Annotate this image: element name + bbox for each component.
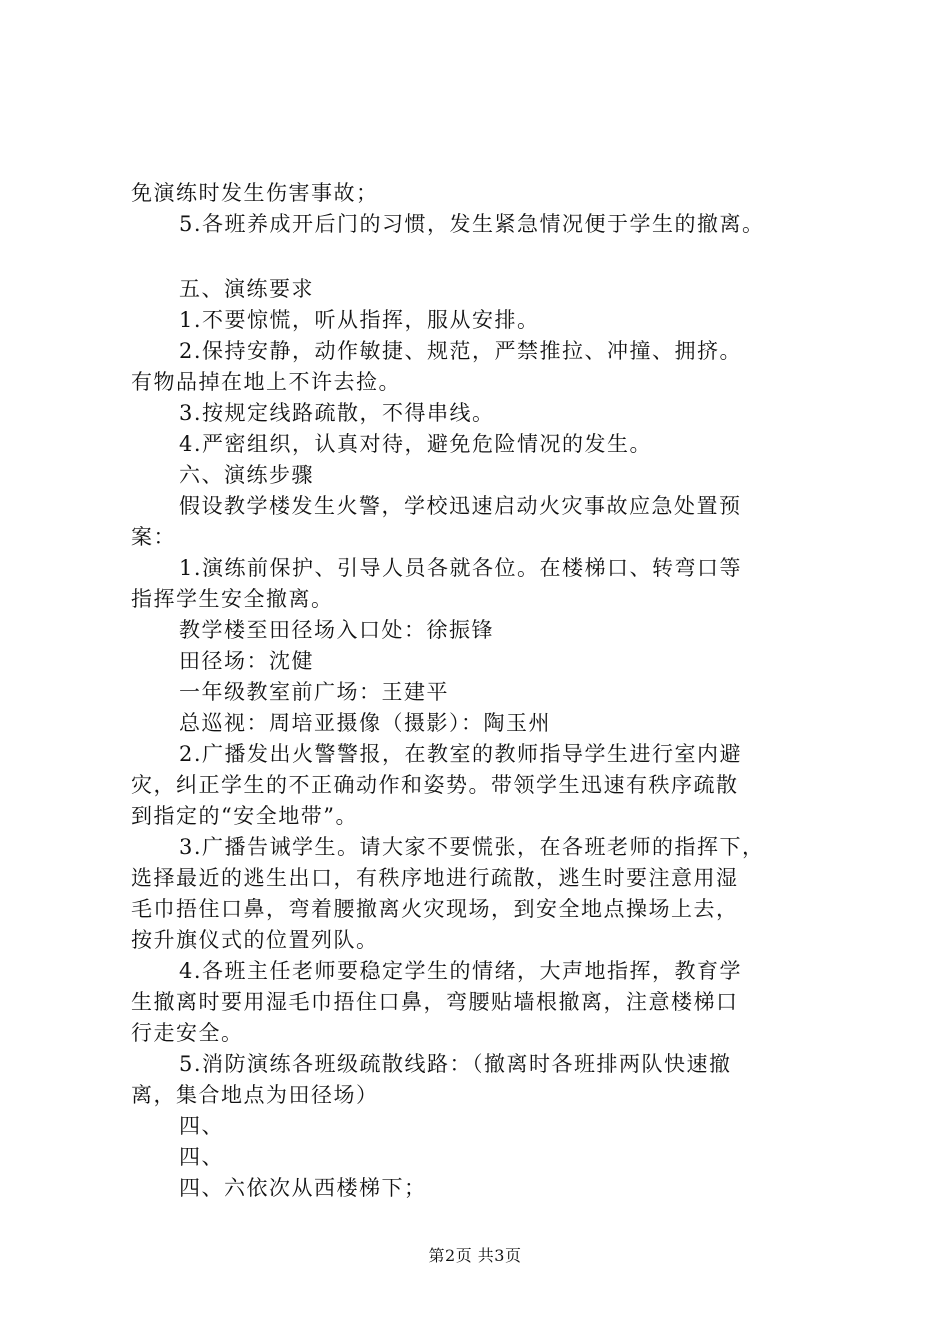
text-line: 离，集合地点为田径场） [131,1083,379,1107]
text-line: 2.保持安静，动作敏捷、规范，严禁推拉、冲撞、拥挤。 [179,339,743,363]
text-line: 田径场：沈健 [179,649,314,673]
text-line: 3.广播告诫学生。请大家不要慌张，在各班老师的指挥下， [179,835,765,859]
text-line: 到指定的“安全地带”。 [131,804,358,828]
text-line: 毛巾捂住口鼻，弯着腰撤离火灾现场，到安全地点操场上去， [131,897,739,921]
text-line: 假设教学楼发生火警，学校迅速启动火灾事故应急处置预 [179,494,742,518]
paragraph-gap [131,240,846,274]
text-line: 3.按规定线路疏散，不得串线。 [179,401,495,425]
text-line: 5.各班养成开后门的习惯，发生紧急情况便于学生的撤离。 [179,212,765,236]
text-line: 一年级教室前广场：王建平 [179,680,449,704]
text-line: 2.广播发出火警警报，在教室的教师指导学生进行室内避 [179,742,743,766]
section-heading: 五、演练要求 [179,277,314,301]
text-line: 免演练时发生伤害事故； [131,181,379,205]
text-line: 四、六依次从西楼梯下； [179,1176,427,1200]
text-line: 总巡视：周培亚摄像（摄影）：陶玉州 [179,711,551,735]
text-line: 4.严密组织，认真对待，避免危险情况的发生。 [179,432,653,456]
text-line: 四、 [179,1145,224,1169]
page-number-footer: 第2页 共3页 [428,1246,522,1265]
text-line: 1.不要惊慌，听从指挥，服从安排。 [179,308,540,332]
text-line: 案： [131,525,176,549]
text-line: 有物品掉在地上不许去捡。 [131,370,401,394]
document-body [131,178,846,1204]
text-line: 选择最近的逃生出口，有秩序地进行疏散，逃生时要注意用湿 [131,866,739,890]
text-line: 指挥学生安全撤离。 [131,587,334,611]
text-line: 教学楼至田径场入口处：徐振锋 [179,618,494,642]
text-line: 4.各班主任老师要稳定学生的情绪，大声地指挥，教育学 [179,959,743,983]
text-line: 5.消防演练各班级疏散线路：（撤离时各班排两队快速撤 [179,1052,732,1076]
text-line: 1.演练前保护、引导人员各就各位。在楼梯口、转弯口等 [179,556,743,580]
text-line: 四、 [179,1114,224,1138]
text-line: 按升旗仪式的位置列队。 [131,928,379,952]
text-line: 生撤离时要用湿毛巾捂住口鼻，弯腰贴墙根撤离，注意楼梯口 [131,990,739,1014]
text-line: 灾，纠正学生的不正确动作和姿势。带领学生迅速有秩序疏散 [131,773,739,797]
text-line: 行走安全。 [131,1021,244,1045]
section-heading: 六、演练步骤 [179,463,314,487]
